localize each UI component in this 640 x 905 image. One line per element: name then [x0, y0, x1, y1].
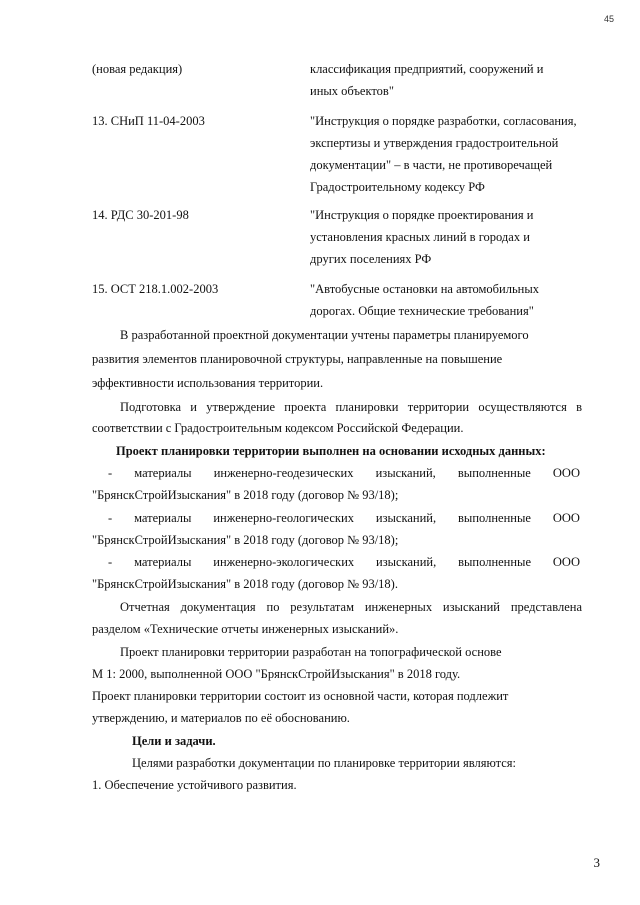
list-word: изысканий,	[375, 466, 436, 480]
list-word: ООО	[552, 511, 580, 525]
list-word: материалы	[134, 466, 192, 480]
paragraph-line: разделом «Технические отчеты инженерных изысканий».	[92, 622, 399, 636]
list-word: инженерно-геологических	[213, 511, 354, 525]
reference-code: (новая редакция)	[92, 62, 183, 76]
list-item-line: "БрянскСтройИзыскания" в 2018 году (договор № 93/18);	[92, 533, 399, 547]
reference-title	[310, 110, 600, 198]
list-word: инженерно-экологических	[213, 555, 355, 569]
paragraph-line: Проект планировки территории состоит из основной части, которая подлежит	[92, 689, 509, 703]
list-word: материалы	[134, 511, 192, 525]
list-item-line: "БрянскСтройИзыскания" в 2018 году (договор № 93/18);	[92, 488, 399, 502]
section-heading: Проект планировки территории выполнен на основании исходных данных:	[116, 444, 546, 458]
list-item-line	[108, 511, 580, 526]
paragraph-line: соответствии с Градостроительным кодексом Российской Федерации.	[92, 421, 464, 435]
list-word: материалы	[134, 555, 192, 569]
goal-item: 1. Обеспечение устойчивого развития.	[92, 778, 297, 792]
paragraph-line: В разработанной проектной документации учтены параметры планируемого	[120, 328, 529, 342]
list-word: выполненные	[457, 466, 531, 480]
list-word: выполненные	[458, 555, 532, 569]
reference-title-line: других поселениях РФ	[310, 252, 432, 266]
page-number-bottom: 3	[593, 855, 600, 870]
list-item-line: "БрянскСтройИзыскания" в 2018 году (договор № 93/18).	[92, 577, 398, 591]
list-word: инженерно-геодезических	[213, 466, 354, 480]
reference-title-line: классификация предприятий, сооружений и	[310, 62, 544, 76]
list-word: изысканий,	[375, 511, 437, 525]
reference-title-line: дорогах. Общие технические требования"	[310, 304, 534, 318]
paragraph-line: Проект планировки территории разработан на топографической основе	[120, 645, 502, 659]
list-word: ООО	[552, 555, 580, 569]
list-word: изысканий,	[376, 555, 437, 569]
paragraph-line: развития элементов планировочной структуры, направленные на повышение	[92, 352, 503, 366]
reference-title-line: "Инструкция о порядке проектирования и	[310, 208, 534, 222]
goals-heading: Цели и задачи.	[132, 734, 216, 748]
page-number-top: 45	[603, 14, 614, 24]
reference-title	[310, 204, 600, 270]
reference-title-line: установления красных линий в городах и	[310, 230, 530, 244]
reference-title-line: "Инструкция о порядке разработки, согласования,	[310, 114, 577, 128]
paragraph-line: М 1: 2000, выполненной ООО "БрянскСтройИзыскания" в 2018 году.	[92, 667, 461, 681]
list-dash: -	[108, 511, 113, 525]
paragraph-line: Отчетная документация по результатам инженерных изысканий представлена	[120, 600, 582, 614]
reference-code: 14. РДС 30-201-98	[92, 208, 189, 222]
list-word: ООО	[552, 466, 580, 480]
reference-title-line: иных объектов"	[310, 84, 394, 98]
paragraph-line: утверждению, и материалов по её обоснованию.	[92, 711, 350, 725]
reference-code: 13. СНиП 11-04-2003	[92, 114, 205, 128]
reference-code: 15. ОСТ 218.1.002-2003	[92, 282, 219, 296]
list-dash: -	[108, 555, 113, 569]
list-dash: -	[108, 466, 113, 480]
reference-title-line: Градостроительному кодексу РФ	[310, 180, 485, 194]
reference-title-line: "Автобусные остановки на автомобильных	[310, 282, 540, 296]
reference-title-line: документации" – в части, не противоречащей	[310, 158, 553, 172]
reference-title	[310, 58, 600, 102]
reference-title	[310, 278, 600, 322]
list-item-line	[108, 555, 580, 570]
paragraph-line: Подготовка и утверждение проекта планировки территории осуществляются в	[120, 400, 582, 414]
paragraph-line: эффективности использования территории.	[92, 376, 324, 390]
list-item-line	[108, 466, 580, 481]
reference-title-line: экспертизы и утверждения градостроительной	[310, 136, 559, 150]
goals-intro: Целями разработки документации по планировке территории являются:	[132, 756, 517, 770]
list-word: выполненные	[458, 511, 531, 525]
